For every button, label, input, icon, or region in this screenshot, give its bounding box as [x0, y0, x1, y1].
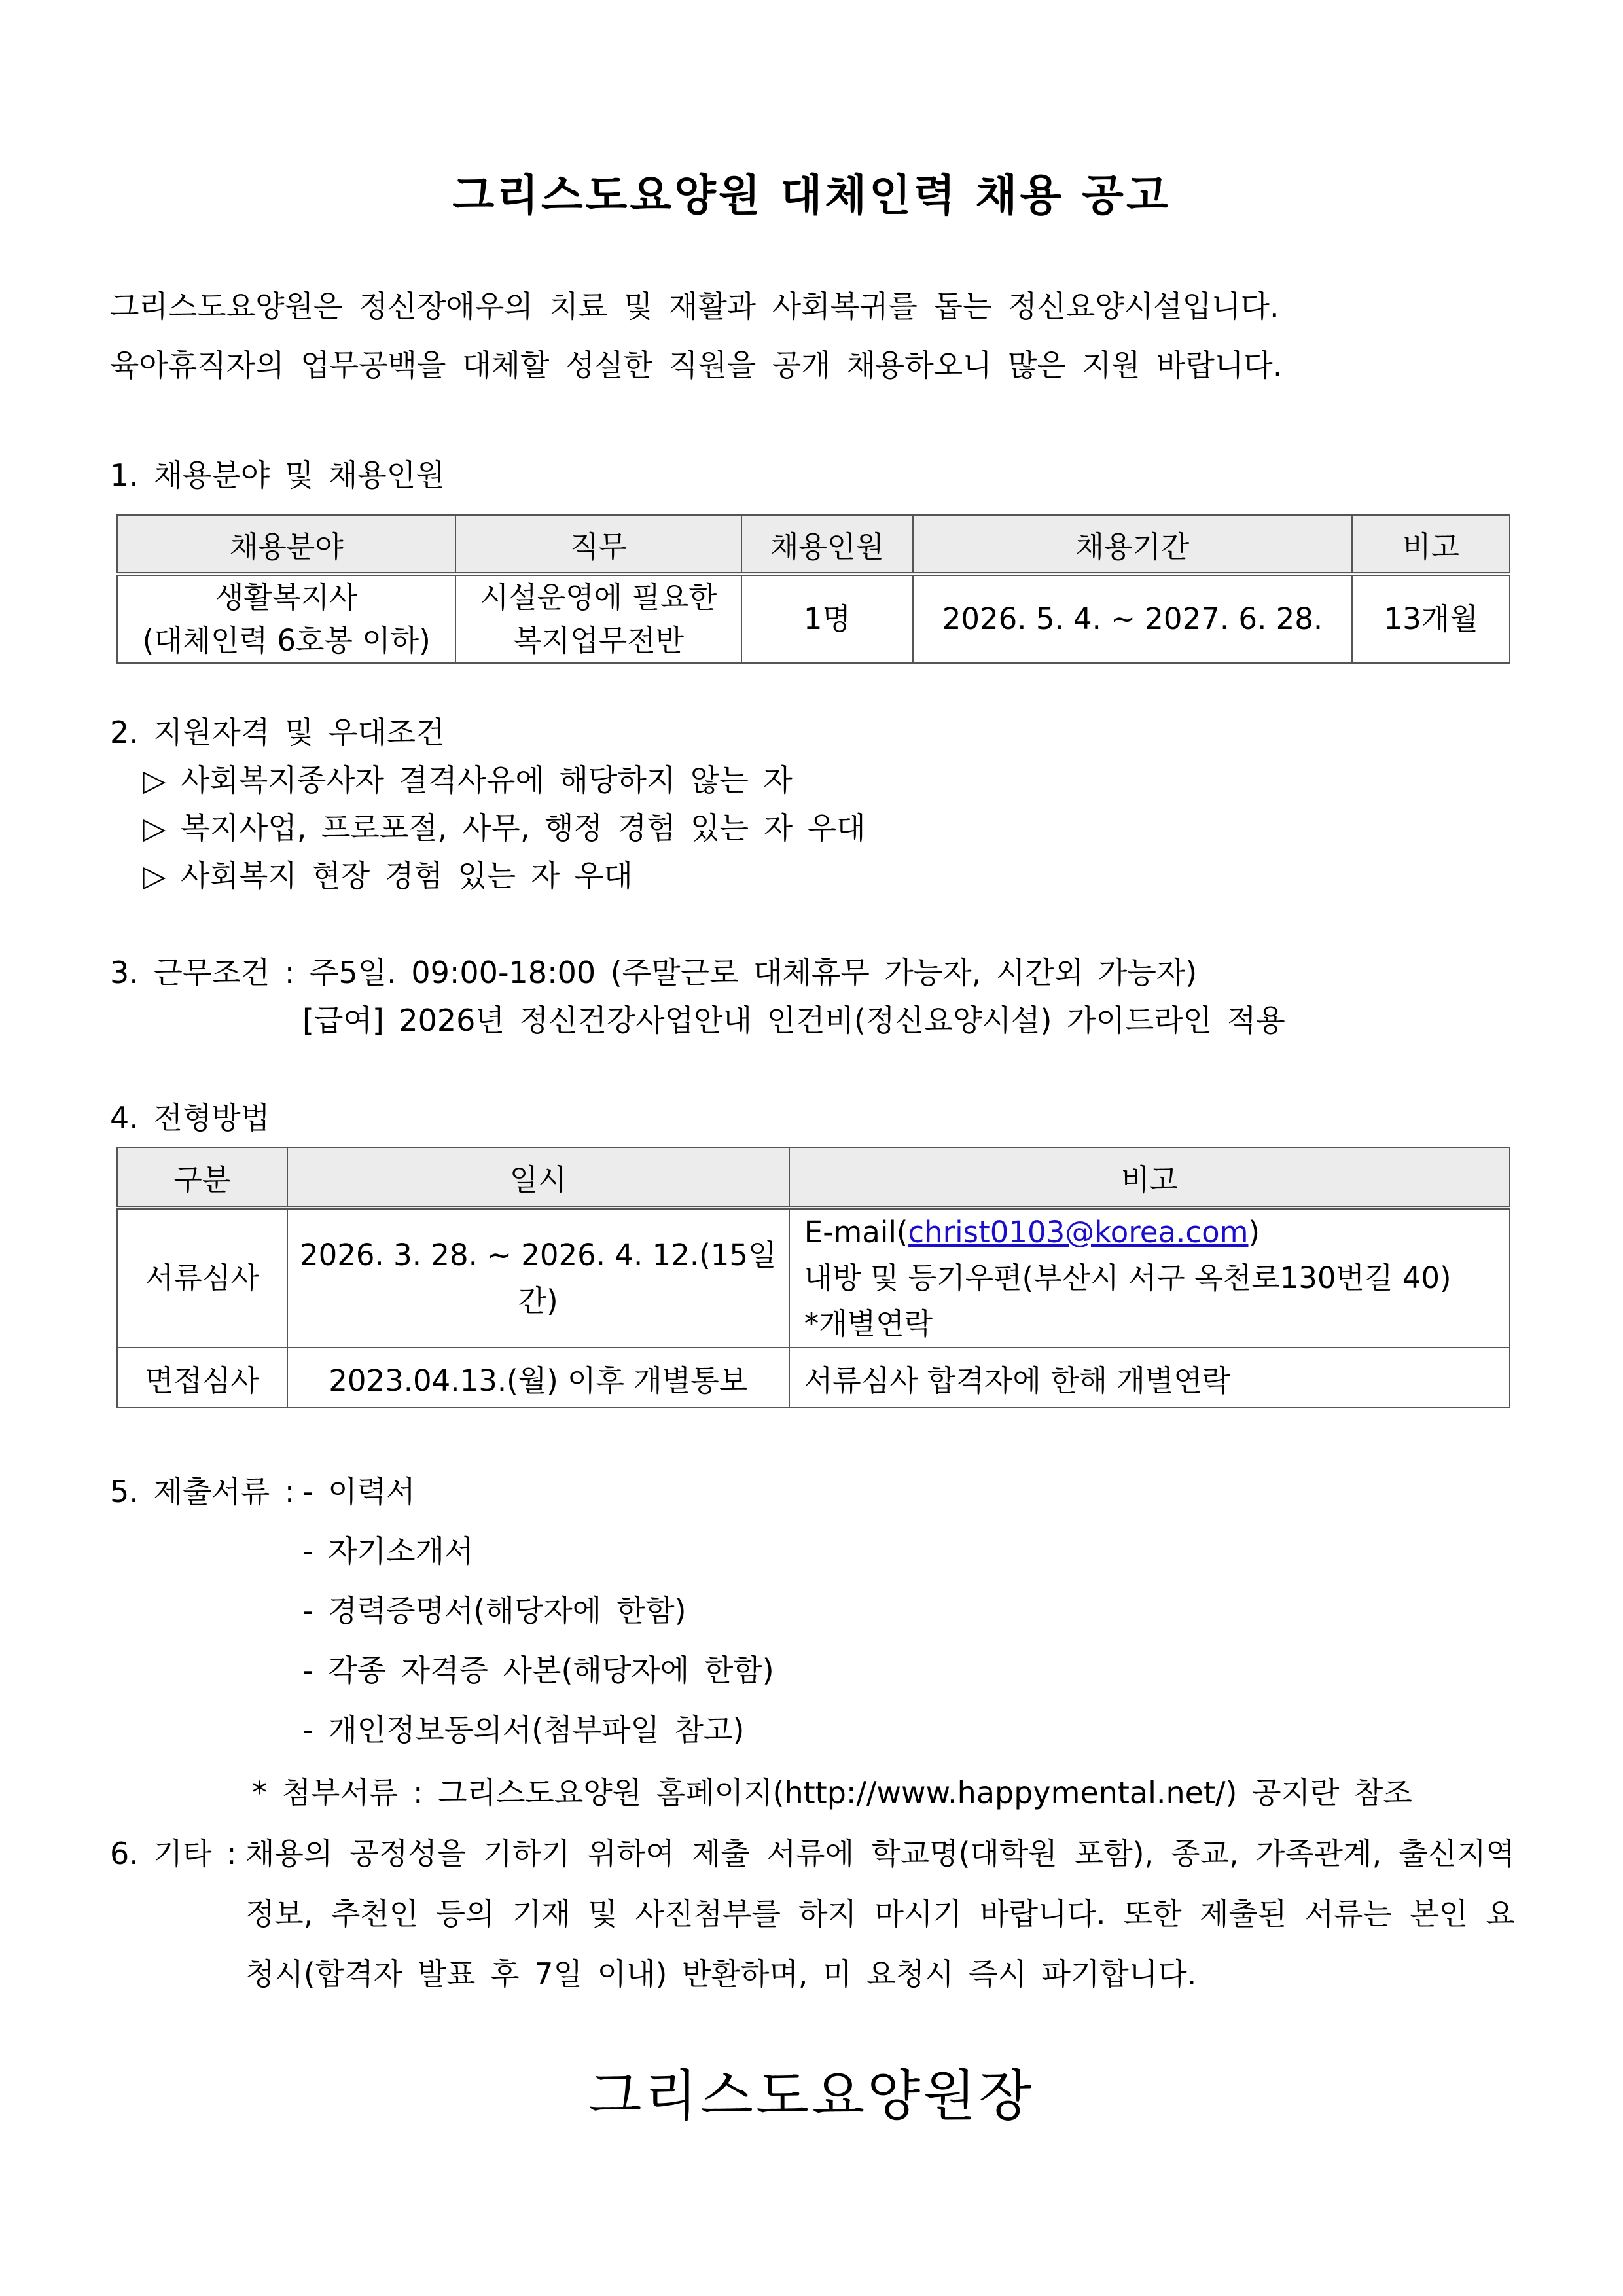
cell-type: 면접심사	[117, 1348, 287, 1408]
cell-date: 2026. 3. 28. ~ 2026. 4. 12.(15일간)	[287, 1208, 789, 1348]
duty-line-2: 복지업무전반	[513, 623, 685, 658]
intro-line-1: 그리스도요양원은 정신장애우의 치료 및 재활과 사회복귀를 돕는 정신요양시설입니다.	[110, 289, 1279, 324]
duty-line-1: 시설운영에 필요한	[480, 580, 717, 615]
document-item: - 경력증명서(해당자에 한함)	[302, 1593, 687, 1628]
document-item: - 개인정보동의서(첨부파일 참고)	[302, 1712, 745, 1748]
qualification-item: ▷ 사회복지 현장 경험 있는 자 우대	[143, 858, 633, 893]
other-line-2: 정보, 추천인 등의 기재 및 사진첨부를 하지 마시기 바랍니다. 또한 제출된 서류는 본인 요	[245, 1896, 1515, 1931]
section1-heading: 1. 채용분야 및 채용인원	[110, 457, 445, 493]
section5-heading: 5. 제출서류 :	[110, 1474, 295, 1509]
cell-note: 서류심사 합격자에 한해 개별연락	[789, 1348, 1510, 1408]
qualification-item: ▷ 사회복지종사자 결격사유에 해당하지 않는 자	[143, 762, 793, 798]
other-line-3: 청시(합격자 발표 후 7일 이내) 반환하며, 미 요청시 즉시 파기합니다.	[245, 1956, 1197, 1992]
table-header-row	[117, 1147, 1510, 1208]
table-row	[117, 1348, 1510, 1408]
header-duty: 직무	[455, 515, 741, 574]
table-header-row	[117, 515, 1510, 574]
header-field: 채용분야	[117, 515, 455, 574]
cell-date: 2023.04.13.(월) 이후 개별통보	[287, 1348, 789, 1408]
signature: 그리스도요양원장	[588, 2064, 1035, 2128]
contact-note-line: *개별연락	[804, 1306, 933, 1341]
cell-count: 1명	[741, 574, 913, 663]
mail-address-line: 내방 및 등기우편(부산시 서구 옥천로130번길 40)	[804, 1261, 1452, 1295]
page-title: 그리스도요양원 대체인력 채용 공고	[452, 170, 1171, 221]
document-item: - 자기소개서	[302, 1534, 474, 1569]
selection-table	[116, 1147, 1510, 1408]
header-type: 구분	[117, 1147, 287, 1208]
section2-heading: 2. 지원자격 및 우대조건	[110, 715, 445, 750]
cell-note	[789, 1208, 1510, 1348]
document-item: - 이력서	[302, 1474, 416, 1509]
table-row	[117, 574, 1510, 663]
email-suffix: )	[1248, 1215, 1260, 1249]
header-note: 비고	[789, 1147, 1510, 1208]
email-prefix: E-mail(	[804, 1215, 908, 1249]
header-date: 일시	[287, 1147, 789, 1208]
cell-type: 서류심사	[117, 1208, 287, 1348]
qualification-item: ▷ 복지사업, 프로포절, 사무, 행정 경험 있는 자 우대	[143, 810, 866, 846]
cell-period: 2026. 5. 4. ~ 2027. 6. 28.	[913, 574, 1352, 663]
cell-duty	[455, 574, 741, 663]
email-link[interactable]: christ0103@korea.com	[908, 1215, 1249, 1249]
intro-line-2: 육아휴직자의 업무공백을 대체할 성실한 직원을 공개 채용하오니 많은 지원 바랍니다.	[110, 348, 1283, 383]
field-line-1: 생활복지사	[215, 580, 358, 615]
salary-line: [급여] 2026년 정신건강사업안내 인건비(정신요양시설) 가이드라인 적용	[302, 1003, 1285, 1038]
email-line	[804, 1210, 1503, 1255]
section6-heading: 6. 기타 :	[110, 1836, 237, 1871]
cell-field	[117, 574, 455, 663]
cell-note: 13개월	[1352, 574, 1510, 663]
section4-heading: 4. 전형방법	[110, 1100, 270, 1136]
recruitment-table	[116, 514, 1510, 664]
header-period: 채용기간	[913, 515, 1352, 574]
other-line-1: 채용의 공정성을 기하기 위하여 제출 서류에 학교명(대학원 포함), 종교, 가족관계, 출신지역	[245, 1836, 1515, 1871]
header-note: 비고	[1352, 515, 1510, 574]
field-line-2: (대체인력 6호봉 이하)	[142, 623, 431, 658]
document-item: - 각종 자격증 사본(해당자에 한함)	[302, 1653, 774, 1688]
section3-heading: 3. 근무조건 : 주5일. 09:00-18:00 (주말근로 대체휴무 가능자, 시간외 가능자)	[110, 955, 1198, 990]
table-row	[117, 1208, 1510, 1348]
header-count: 채용인원	[741, 515, 913, 574]
attachment-note: * 첨부서류 : 그리스도요양원 홈페이지(http://www.happymental.net/) 공지란 참조	[252, 1775, 1412, 1810]
